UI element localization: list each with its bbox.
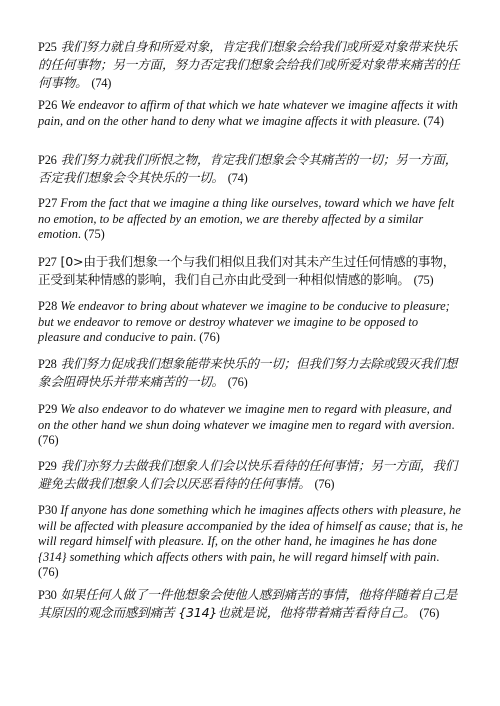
proposition-label: P29 (38, 459, 57, 473)
paragraph-p27-zh (38, 253, 463, 289)
proposition-label: P26 (38, 153, 57, 167)
paragraph-p30-zh (38, 586, 463, 622)
proposition-text: 我们努力促成我们想象能带来快乐的一切；但我们努力去除或毁灭我们想象会阻碍快乐并带来痛苦的一切。 (38, 356, 458, 389)
proposition-text: We also endeavor to do whatever we imagine men to regard with pleasure, and on the other hand we shun doing whatever we imagine men to regard with aversion (38, 402, 452, 432)
page-citation: (76) (314, 477, 335, 491)
proposition-text: 如果任何人做了一件他想象会使他人感到痛苦的事情，他将伴随着自己是其原因的观念而感到痛苦 {314}也就是说，他将带着痛苦看待自己。 (38, 587, 458, 620)
proposition-text: We endeavor to affirm of that which we hate whatever we imagine affects it with pain, and on the other hand to deny what we imagine affects it with pleasure. (38, 98, 458, 128)
proposition-label: P29 (38, 402, 58, 416)
page-citation: . (76) (193, 330, 220, 345)
paragraph-p29-zh (38, 457, 463, 493)
paragraph-p26-en (38, 98, 463, 129)
paragraph-p28-en (38, 299, 463, 346)
page-citation: (74) (423, 113, 444, 128)
page-citation: (76) (419, 606, 440, 620)
page-citation: . (76) (38, 417, 455, 448)
paragraph-p28-zh (38, 355, 463, 391)
proposition-label: P30 (38, 503, 58, 517)
proposition-label: P27 (38, 196, 58, 210)
paragraph-p30-en (38, 503, 463, 581)
paragraph-p27-en (38, 196, 463, 243)
proposition-text: If anyone has done something which he imagines affects others with pleasure, he will be affected with pleasure accompanied by the idea of himself as cause; that is, he will regard himself with pleasure. If, on the other hand, he imagines he has done {314} something which affects others with pain, he will regard himself with pain (38, 503, 463, 564)
paragraph-p26-zh (38, 151, 463, 187)
paragraph-p29-en (38, 402, 463, 449)
page-citation: . (76) (38, 549, 440, 580)
paragraph-p25-zh (38, 38, 463, 92)
proposition-label: P30 (38, 588, 57, 602)
proposition-text: We endeavor to bring about whatever we imagine to be conducive to pleasure; but we endeavor to remove or destroy whatever we imagine to be opposed to pleasure and conducive to pain (38, 299, 450, 345)
proposition-label: P28 (38, 357, 57, 371)
page-citation: . (75) (77, 227, 105, 242)
proposition-label: P26 (38, 98, 58, 112)
page-citation: (74) (227, 171, 248, 185)
proposition-text: From the fact that we imagine a thing like ourselves, toward which we have felt no emotion, to be affected by an emotion, we are thereby affected by a similar emotion (38, 196, 455, 242)
proposition-text: 我们亦努力去做我们想象人们会以快乐看待的任何事情；另一方面，我们避免去做我们想象人们会以厌恶看待的任何事情。 (38, 458, 458, 491)
page-citation: (74) (91, 76, 112, 90)
proposition-text: 我们努力就我们所恨之物，肯定我们想象会令其痛苦的一切；另一方面，否定我们想象会令其快乐的一切。 (38, 152, 458, 185)
proposition-label: P28 (38, 299, 58, 313)
proposition-label: P27 (38, 255, 57, 269)
proposition-text: [0>由于我们想象一个与我们相似且我们对其未产生过任何情感的事物，正受到某种情感的影响，我们自己亦由此受到一种相似情感的影响。 (38, 254, 456, 287)
page-citation: (76) (227, 375, 248, 389)
proposition-label: P25 (38, 40, 57, 54)
page-citation: (75) (413, 273, 434, 287)
proposition-text: 我们努力就自身和所爱对象，肯定我们想象会给我们或所爱对象带来快乐的任何事物；另一方面，努力否定我们想象会给我们或所爱对象带来痛苦的任何事物。 (38, 39, 460, 90)
